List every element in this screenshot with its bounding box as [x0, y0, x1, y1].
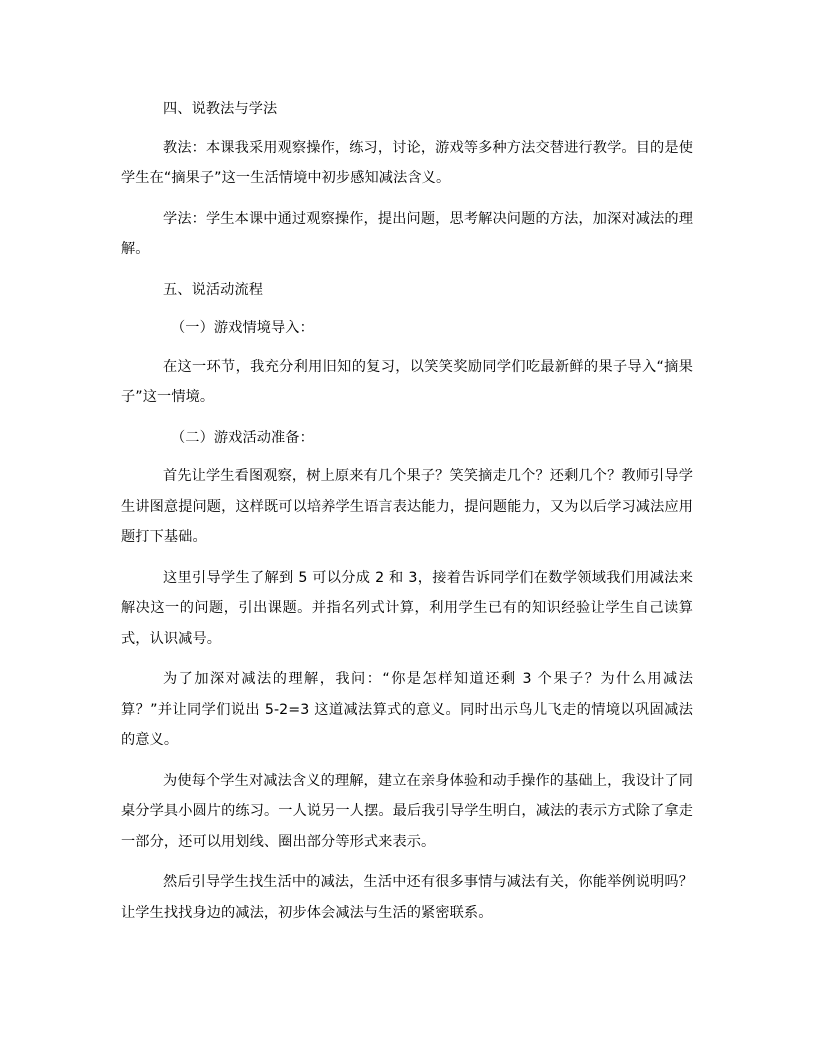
paragraph-game-intro: 在这一环节，我充分利用旧知的复习，以笑笑奖励同学们吃最新鲜的果子导入“摘果子”这一情境。	[121, 358, 693, 405]
document-body	[121, 94, 693, 938]
paragraph-hands-on-practice: 为使每个学生对减法含义的理解，建立在亲身体验和动手操作的基础上，我设计了同桌分学具小圆片的练习。一人说另一人摆。最后我引导学生明白，减法的表示方式除了拿走一部分，还可以用划线、圈出部分等形式来表示。	[121, 772, 693, 850]
paragraph-subtraction-meaning: 为了加深对减法的理解，我问：“你是怎样知道还剩 3 个果子？为什么用减法算？”并让同学们说出 5-2=3 这道减法算式的意义。同时出示鸟儿飞走的情境以巩固减法的意义。	[121, 671, 693, 748]
subheading-game-intro: （一）游戏情境导入：	[171, 320, 314, 336]
section-heading-activity-flow: 五、说活动流程	[163, 281, 264, 298]
paragraph-teaching-method: 教法：本课我采用观察操作，练习，讨论，游戏等多种方法交替进行教学。目的是使学生在“摘果子”这一生活情境中初步感知减法含义。	[121, 139, 693, 186]
subheading-game-preparation: （二）游戏活动准备：	[171, 429, 314, 446]
paragraph-topic-introduction: 这里引导学生了解到 5 可以分成 2 和 3，接着告诉同学们在数学领域我们用减法来解决这一的问题，引出课题。并指名列式计算，利用学生已有的知识经验让学生自己读算式，认识减号。	[121, 569, 693, 647]
paragraph-observation: 首先让学生看图观察，树上原来有几个果子？笑笑摘走几个？还剩几个？教师引导学生讲图意提问题，这样既可以培养学生语言表达能力，提问题能力，又为以后学习减法应用题打下基础。	[121, 468, 693, 545]
section-heading-teaching-methods: 四、说教法与学法	[163, 101, 278, 117]
paragraph-life-subtraction: 然后引导学生找生活中的减法，生活中还有很多事情与减法有关，你能举例说明吗？让学生找找身边的减法，初步体会减法与生活的紧密联系。	[121, 874, 693, 921]
paragraph-learning-method: 学法：学生本课中通过观察操作，提出问题，思考解决问题的方法，加深对减法的理解。	[121, 210, 693, 257]
